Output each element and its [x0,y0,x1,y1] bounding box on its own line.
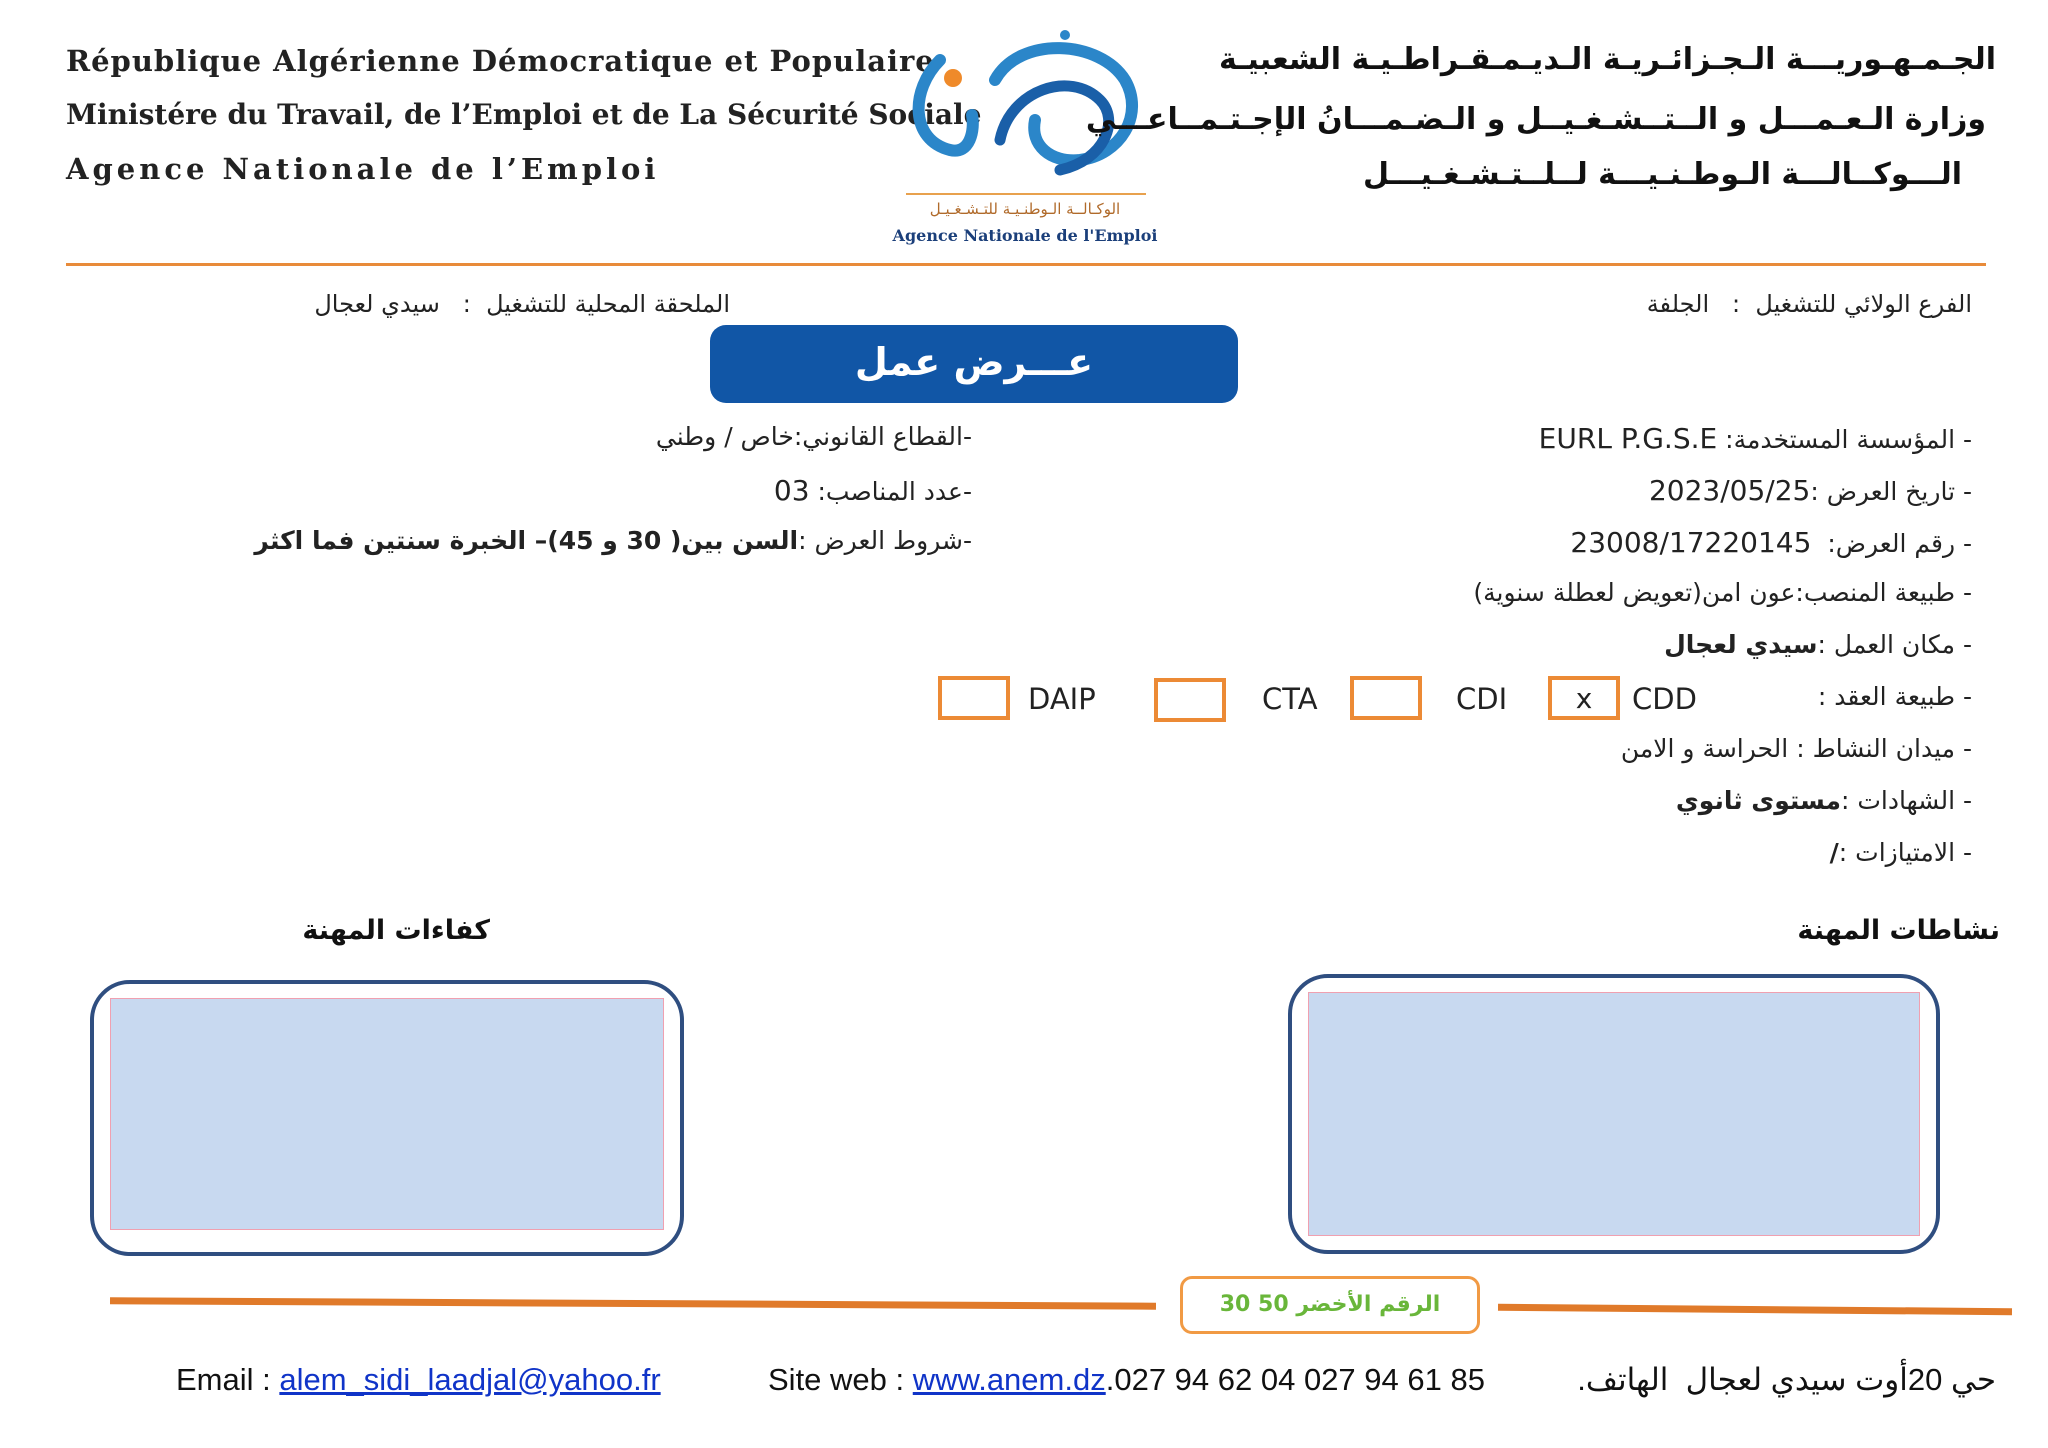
email-link[interactable]: alem_sidi_laadjal@yahoo.fr [279,1362,661,1397]
local-branch-label: الملحقة المحلية للتشغيل [486,290,730,318]
field-workplace: - مكان العمل :سيدي لعجال [1664,630,1972,659]
field-employer: - المؤسسة المستخدمة: EURL P.G.S.E [1538,422,1972,455]
footer-site: Site web : www.anem.dz.027 94 62 04 027 94 61 85 [768,1362,1485,1397]
local-branch: الملحقة المحلية للتشغيل : سيدي لعجال [314,290,730,318]
contract-cdd-label: CDD [1632,682,1697,716]
footer-email: Email : alem_sidi_laadjal@yahoo.fr [176,1362,661,1397]
footer-divider-left [110,1297,1156,1309]
certificates-value: مستوى ثانوي [1675,786,1842,815]
field-offer-number: - رقم العرض: 23008/17220145 [1570,526,1972,559]
field-activity: - ميدان النشاط : الحراسة و الامن [1620,734,1972,763]
contract-daip-checkbox[interactable] [938,676,1010,720]
header-divider [66,263,1986,266]
logo-arabic-text: الوكـالــة الـوطنـيـة للتـشـغـيـل [929,200,1121,218]
footer-phone-label: الهاتف. [1577,1362,1669,1397]
header-fr-ministry: Ministére du Travail, de l’Emploi et de La Sécurité Sociale [66,98,982,131]
workplace-value: سيدي لعجال [1664,630,1818,659]
field-certificates: - الشهادات :مستوى ثانوي [1675,786,1972,815]
field-position: - طبيعة المنصب:عون امن(تعويض لعطلة سنوية) [1473,578,1972,607]
contract-cdi-checkbox[interactable] [1350,676,1422,720]
offer-conditions-value: السن بين( 30 و 45)– الخبرة سنتين فما اكثر [254,526,799,555]
field-legal-sector: -القطاع القانوني:خاص / وطني [655,422,972,451]
job-offer-title: عـــرض عمل [710,325,1238,403]
logo-french-text: Agence Nationale de l'Emploi [892,226,1158,245]
header-fr-agency: Agence Nationale de l’Emploi [66,152,660,186]
contract-cdd-checkbox[interactable]: x [1548,676,1620,720]
footer-phones: .027 94 62 04 027 94 61 85 [1105,1362,1485,1397]
field-offer-date: - تاريخ العرض :2023/05/25 [1648,474,1972,507]
header-ar-republic: الجـمـهـوريـــة الـجـزائـريـة الـديـمـقـراطـيـة الشعبيـة [1219,42,1996,77]
green-number: الرقم الأخضر 50 30 [1180,1276,1480,1334]
legal-sector-value: خاص / وطني [655,422,794,451]
field-benefits: - الامتيازات :/ [1829,838,1972,867]
skills-panel [90,980,684,1256]
activity-value: الحراسة و الامن [1620,734,1789,763]
employer-value: EURL P.G.S.E [1538,422,1718,455]
position-value: عون امن(تعويض لعطلة سنوية) [1473,578,1796,607]
footer-divider-right [1498,1304,2012,1315]
wilaya-branch-value: الجلفة [1646,290,1710,318]
activities-panel [1288,974,1940,1254]
skills-title: كفاءات المهنة [302,915,490,946]
positions-count-value: 03 [773,474,810,507]
header-ar-agency: الـــوكــالـــة الـوطـنـيـــة لــلــتـشـغـيـــل [1362,157,1962,192]
footer-address-text: حي 20أوت سيدي لعجال [1685,1362,1996,1397]
offer-number-value: 23008/17220145 [1570,526,1812,559]
header-ar-ministry: وزارة الـعـمـــل و الــتــشـغـيــل و الـضـمـــانُ الإجـتـمــاعـــي [1085,102,1986,137]
skills-content [110,998,664,1230]
activities-content [1308,992,1920,1236]
footer-address [1577,1362,1996,1398]
benefits-value: / [1829,838,1839,867]
site-link[interactable]: www.anem.dz [912,1362,1106,1397]
field-contract-type: - طبيعة العقد : [1817,682,1972,711]
contract-cta-label: CTA [1262,682,1318,716]
contract-daip-label: DAIP [1028,682,1096,716]
header-fr-republic: République Algérienne Démocratique et Populaire [66,44,935,78]
wilaya-branch-label: الفرع الولائي للتشغيل [1755,290,1972,318]
activities-title: نشاطات المهنة [1797,915,2000,946]
contract-cta-checkbox[interactable] [1154,678,1226,722]
logo-divider [906,193,1146,195]
field-positions-count: -عدد المناصب: 03 [773,474,972,507]
field-offer-conditions: -شروط العرض :السن بين( 30 و 45)– الخبرة سنتين فما اكثر [254,526,972,555]
wilaya-branch: الفرع الولائي للتشغيل : الجلفة [1646,290,1972,318]
offer-date-value: 2023/05/25 [1648,474,1811,507]
local-branch-value: سيدي لعجال [314,290,440,318]
contract-cdi-label: CDI [1456,682,1508,716]
